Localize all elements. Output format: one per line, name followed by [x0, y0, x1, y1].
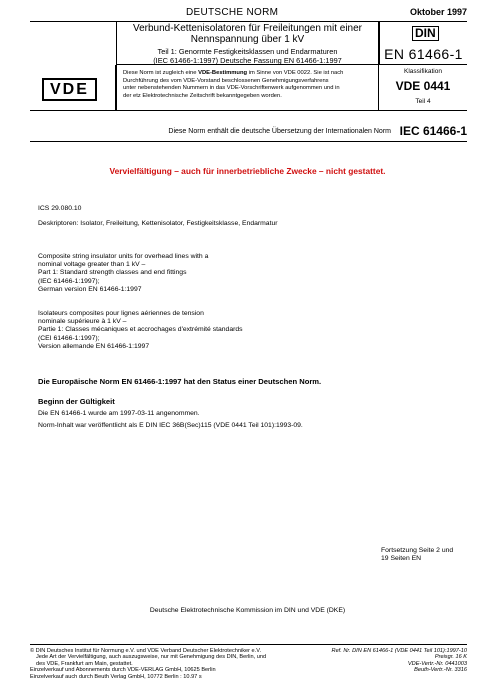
- note-bold-text: VDE-Bestimmung: [198, 70, 248, 76]
- vde-note-block: [116, 65, 379, 111]
- validity-heading: Beginn der Gültigkeit: [38, 397, 115, 406]
- note-text: Diese Norm ist zugleich eine: [123, 70, 199, 76]
- publication-date: Oktober 1997: [409, 7, 467, 17]
- descriptors: Deskriptoren: Isolator, Freileitung, Kettenisolator, Festigkeitsklasse, Endarmatur: [38, 220, 278, 227]
- vde-classification-number: VDE 0441: [395, 79, 451, 93]
- klassifikation-block: [379, 65, 467, 111]
- footer-line: Einzelverkauf und Abonnements durch VDE-VERLAG GmbH, 10625 Berlin: [30, 667, 216, 674]
- vde-note-text: [123, 70, 374, 100]
- divider: [30, 141, 467, 142]
- french-line: Partie 1: Classes mécaniques et accrochages d'extrémité standards: [38, 326, 243, 334]
- footer-reference: [332, 648, 467, 674]
- title-block: [116, 22, 379, 65]
- note-line: [123, 70, 374, 78]
- english-line: German version EN 61466-1:1997: [38, 285, 142, 293]
- subtitle-line: Teil 1: Genormte Festigkeitsklassen und Endarmaturen: [157, 47, 338, 56]
- document-title: [117, 23, 378, 45]
- french-line: (CEI 61466-1:1997);: [38, 334, 100, 342]
- english-line: nominal voltage greater than 1 kV –: [38, 261, 146, 269]
- validity-line: Norm-Inhalt war veröffentlicht als E DIN IEC 36B(Sec)115 (VDE 0441 Teil 101):1993-09.: [38, 422, 303, 429]
- english-line: Part 1: Standard strength classes and end fittings: [38, 269, 187, 277]
- vde-logo-block: [30, 65, 116, 111]
- klassifikation-label: Klassifikation: [404, 68, 442, 75]
- continuation-note: [381, 547, 453, 563]
- footer-line: Jede Art der Vervielfältigung, auch auszugsweise, nur mit Genehmigung des DIN, Berlin, und: [36, 654, 267, 661]
- english-title: [38, 253, 208, 294]
- english-line: Composite string insulator units for overhead lines with a: [38, 253, 209, 260]
- ics-code: ICS 29.080.10: [38, 205, 82, 212]
- vde-logo: VDE: [42, 78, 97, 101]
- french-title: [38, 310, 243, 351]
- iec-number: IEC 61466-1: [399, 124, 467, 138]
- din-block: [379, 22, 467, 65]
- commission-label: Deutsche Elektrotechnische Kommission im DIN und VDE (DKE): [149, 607, 346, 614]
- footer-line: Einzelverkauf auch durch Beuth Verlag GmbH, 10772 Berlin : 10.97 s: [30, 673, 202, 680]
- subtitle-line: (IEC 61466-1:1997) Deutsche Fassung EN 61466-1:1997: [153, 55, 342, 65]
- teil-label: Teil 4: [415, 98, 431, 105]
- title-line: Nennspannung über 1 kV: [190, 34, 305, 45]
- price-group: Preisgr. 16 K: [434, 654, 467, 661]
- french-line: nominale supérieure à 1 kV –: [38, 318, 127, 326]
- status-statement: Die Europäische Norm EN 61466-1:1997 hat den Status einer Deutschen Norm.: [38, 377, 322, 386]
- copy-warning: Vervielfältigung – auch für innerbetriebliche Zwecke – nicht gestattet.: [109, 166, 386, 176]
- vde-order-number: VDE-Vertr.-Nr. 0441003: [407, 660, 467, 667]
- note-line: Durchführung des vom VDE-Vorstand beschlossenen Genehmigungsverfahrens: [123, 77, 329, 84]
- footer-line: des VDE, Frankfurt am Main, gestattet.: [36, 660, 133, 667]
- reference-number: Ref. Nr. DIN EN 61466-1 (VDE 0441 Teil 101):1997-10: [331, 648, 467, 654]
- continuation-line: 19 Seiten EN: [381, 555, 422, 563]
- footer-line: © DIN Deutsches Institut für Normung e.V. und VDE Verband Deutscher Elektrotechniker e.V.: [30, 648, 261, 654]
- french-line: Version allemande EN 61466-1:1997: [38, 342, 150, 350]
- norm-type-label: DEUTSCHE NORM: [186, 7, 279, 18]
- beuth-order-number: Beuth-Vertr.-Nr. 3316: [414, 667, 467, 674]
- intl-norm-text: Diese Norm enthält die deutsche Übersetzung der Internationalen Norm: [168, 128, 391, 135]
- english-line: (IEC 61466-1:1997);: [38, 277, 100, 285]
- din-logo: DIN: [412, 26, 439, 41]
- continuation-line: Fortsetzung Seite 2 und: [381, 547, 454, 554]
- footer-divider: [30, 644, 467, 645]
- french-line: Isolateurs composites pour lignes aériennes de tension: [38, 310, 204, 317]
- title-line: Verbund-Kettenisolatoren für Freileitungen mit einer: [132, 23, 363, 34]
- note-text: im Sinne von VDE 0022. Sie ist nach: [247, 70, 344, 76]
- din-number: EN 61466-1: [384, 46, 463, 62]
- document-subtitle: [117, 48, 378, 65]
- note-line: der etz Elektrotechnische Zeitschrift bekanntgegeben worden.: [123, 92, 282, 99]
- note-line: unter nebenstehenden Nummern in das VDE-Vorschriftenwerk aufgenommen und in: [123, 85, 340, 92]
- footer-copyright: [30, 648, 266, 680]
- validity-line: Die EN 61466-1 wurde am 1997-03-11 angenommen.: [38, 410, 200, 417]
